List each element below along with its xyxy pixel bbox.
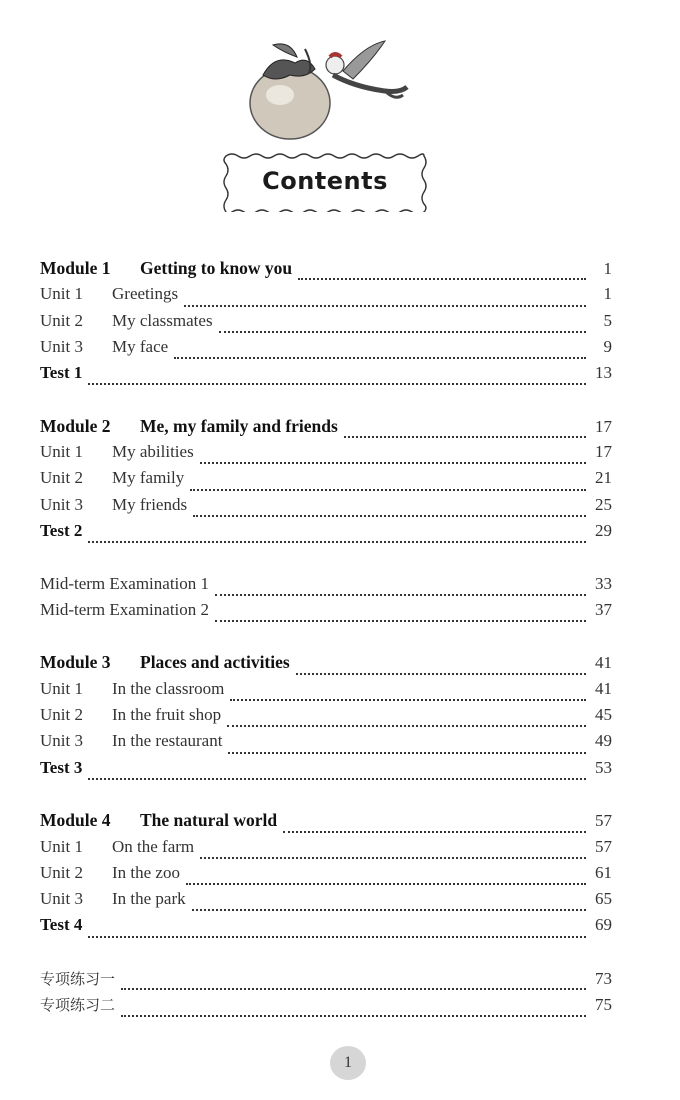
page-number: 5 — [603, 310, 612, 330]
page-number: 17 — [595, 442, 612, 462]
test-title: Test 2 — [40, 520, 83, 540]
toc-module-2[interactable] — [40, 416, 612, 442]
page-number: 1 — [603, 284, 612, 304]
module-number: Module 3 — [40, 652, 111, 673]
table-of-contents — [40, 258, 612, 1021]
unit-title: My friends — [112, 494, 188, 514]
toc-unit-row[interactable] — [40, 837, 612, 863]
unit-number: Unit 3 — [40, 731, 83, 751]
toc-unit-row[interactable] — [40, 863, 612, 889]
page-number: 9 — [603, 336, 612, 356]
dot-leader — [230, 685, 586, 701]
test-title: Test 3 — [40, 757, 83, 777]
page-number: 75 — [595, 995, 612, 1015]
page-number: 33 — [595, 573, 612, 593]
page-number: 13 — [595, 363, 612, 383]
page-number: 49 — [595, 731, 612, 751]
module-title: Me, my family and friends — [140, 415, 338, 436]
toc-unit-row[interactable] — [40, 705, 612, 731]
dot-leader — [215, 580, 586, 596]
page-number: 21 — [595, 468, 612, 488]
toc-unit-row[interactable] — [40, 337, 612, 363]
section-gap — [40, 784, 612, 810]
toc-unit-row[interactable] — [40, 495, 612, 521]
toc-test-2[interactable] — [40, 521, 612, 547]
toc-special-practice-1[interactable] — [40, 968, 612, 994]
unit-number: Unit 2 — [40, 862, 83, 882]
practice-title: 专项练习一 — [40, 970, 116, 989]
toc-unit-row[interactable] — [40, 731, 612, 757]
page-number: 53 — [595, 757, 612, 777]
unit-title: In the restaurant — [112, 731, 223, 751]
dot-leader — [215, 606, 586, 622]
page-number: 1 — [603, 259, 612, 278]
dot-leader — [88, 369, 586, 385]
unit-number: Unit 2 — [40, 705, 83, 725]
section-gap — [40, 389, 612, 415]
page-number: 41 — [595, 653, 612, 673]
dot-leader — [88, 764, 586, 780]
page-number: 69 — [595, 915, 612, 935]
unit-title: In the park — [112, 889, 186, 909]
module-title: Getting to know you — [140, 258, 293, 278]
module-number: Module 1 — [40, 258, 111, 278]
module-number: Module 4 — [40, 810, 111, 831]
page-number: 41 — [595, 678, 612, 698]
toc-test-4[interactable] — [40, 915, 612, 941]
unit-title: In the classroom — [112, 678, 225, 698]
dot-leader — [121, 1001, 586, 1017]
page-number: 57 — [595, 811, 612, 831]
toc-unit-row[interactable] — [40, 311, 612, 337]
page-number: 61 — [595, 862, 612, 882]
dot-leader — [190, 475, 586, 491]
module-number: Module 2 — [40, 415, 111, 436]
toc-test-1[interactable] — [40, 363, 612, 389]
unit-title: In the fruit shop — [112, 705, 222, 725]
toc-special-practice-2[interactable] — [40, 994, 612, 1020]
unit-number: Unit 2 — [40, 310, 83, 330]
toc-unit-row[interactable] — [40, 468, 612, 494]
toc-module-3[interactable] — [40, 652, 612, 678]
toc-midterm-1[interactable] — [40, 574, 612, 600]
unit-number: Unit 3 — [40, 336, 83, 356]
page-number: 17 — [595, 416, 612, 436]
unit-title: On the farm — [112, 836, 195, 856]
toc-test-3[interactable] — [40, 758, 612, 784]
unit-title: My family — [112, 468, 185, 488]
toc-midterm-2[interactable] — [40, 600, 612, 626]
section-gap — [40, 942, 612, 968]
dot-leader — [219, 317, 586, 333]
unit-number: Unit 1 — [40, 442, 83, 462]
page-number: 37 — [595, 599, 612, 619]
toc-unit-row[interactable] — [40, 679, 612, 705]
dot-leader — [200, 448, 586, 464]
dot-leader — [121, 974, 586, 990]
fruit-fairy-illustration — [235, 35, 425, 145]
dot-leader — [193, 501, 586, 517]
dot-leader — [200, 843, 586, 859]
test-title: Test 1 — [40, 363, 83, 383]
unit-title: In the zoo — [112, 862, 180, 882]
toc-unit-row[interactable] — [40, 442, 612, 468]
page-number: 29 — [595, 520, 612, 540]
page-number: 73 — [595, 969, 612, 989]
unit-number: Unit 3 — [40, 889, 83, 909]
contents-title-box — [218, 150, 432, 212]
unit-title: My classmates — [112, 310, 213, 330]
section-gap — [40, 547, 612, 573]
unit-number: Unit 2 — [40, 468, 83, 488]
dot-leader — [184, 291, 586, 307]
module-title: Places and activities — [140, 652, 290, 673]
test-title: Test 4 — [40, 915, 83, 935]
dot-leader — [344, 422, 586, 438]
dot-leader — [88, 922, 586, 938]
page-number: 65 — [595, 889, 612, 909]
toc-unit-row[interactable] — [40, 889, 612, 915]
unit-title: My abilities — [112, 442, 194, 462]
unit-number: Unit 3 — [40, 494, 83, 514]
page-number: 25 — [595, 494, 612, 514]
exam-title: Mid-term Examination 1 — [40, 573, 210, 593]
dot-leader — [186, 869, 586, 885]
dot-leader — [283, 817, 586, 833]
unit-number: Unit 1 — [40, 284, 83, 304]
section-gap — [40, 626, 612, 652]
dot-leader — [298, 264, 586, 280]
dot-leader — [192, 895, 586, 911]
dot-leader — [88, 527, 586, 543]
unit-number: Unit 1 — [40, 678, 83, 698]
unit-title: My face — [112, 336, 169, 356]
dot-leader — [227, 711, 586, 727]
dot-leader — [174, 343, 586, 359]
dot-leader — [228, 738, 586, 754]
page-number: 45 — [595, 705, 612, 725]
footer-page-number: 1 — [330, 1046, 366, 1080]
toc-module-1[interactable] — [40, 258, 612, 284]
page-number: 57 — [595, 836, 612, 856]
toc-module-4[interactable] — [40, 810, 612, 836]
toc-unit-row[interactable] — [40, 284, 612, 310]
page-title: Contents — [262, 167, 388, 195]
practice-title: 专项练习二 — [40, 996, 116, 1015]
unit-number: Unit 1 — [40, 836, 83, 856]
module-title: The natural world — [140, 810, 278, 831]
dot-leader — [296, 659, 586, 675]
unit-title: Greetings — [112, 284, 179, 304]
exam-title: Mid-term Examination 2 — [40, 599, 210, 619]
